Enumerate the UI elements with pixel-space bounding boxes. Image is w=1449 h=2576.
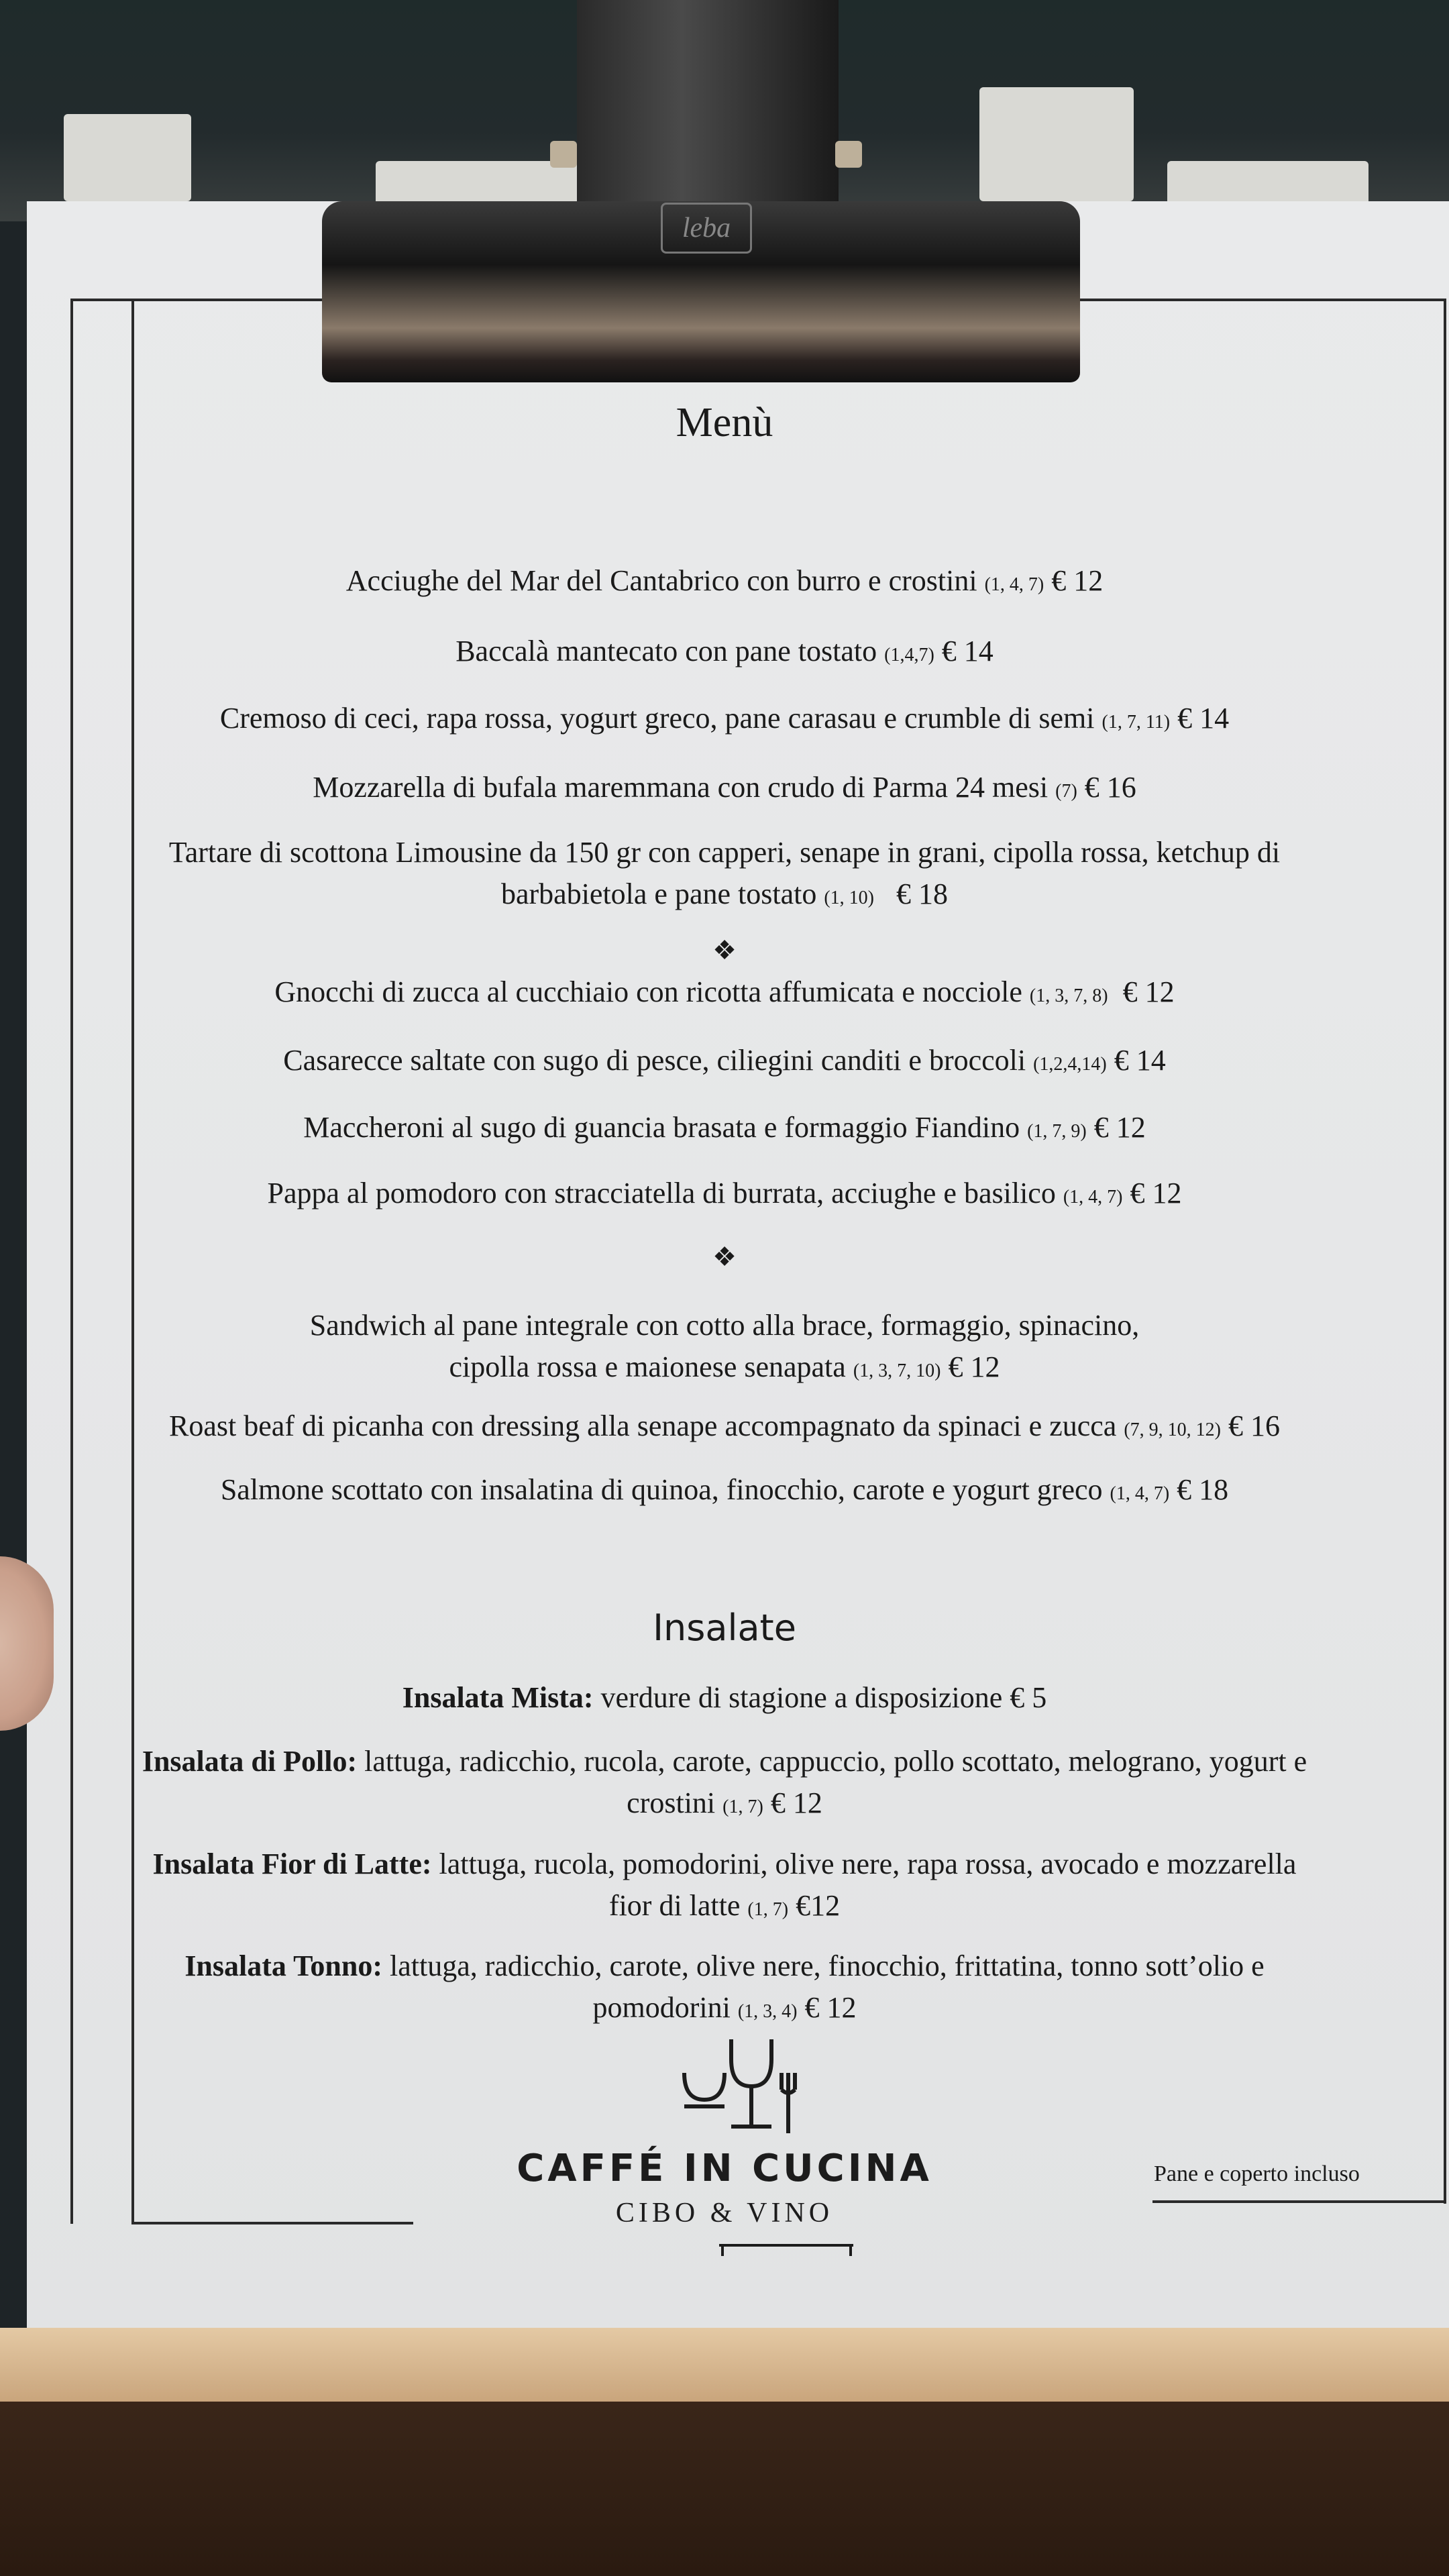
salad-item: Insalata Tonno: lattuga, radicchio, carote, olive nere, finocchio, frittatina, tonno sott’olio e pomodorini (1, 3, 4) € 12 <box>184 1949 1265 2024</box>
brand-underline-tick <box>721 2244 724 2256</box>
menu-item: Casarecce saltate con sugo di pesce, ciliegini canditi e broccoli (1,2,4,14) € 14 <box>283 1044 1166 1077</box>
menu-item: Tartare di scottona Limousine da 150 gr con capperi, senape in grani, cipolla rossa, ketchup di barbabietola e pane tostato (1, 10) € 18 <box>168 836 1281 910</box>
menu-item: Acciughe del Mar del Cantabrico con burro e crostini (1, 4, 7) € 12 <box>345 564 1104 597</box>
menu-item: Mozzarella di bufala maremmana con crudo di Parma 24 mesi (7) € 16 <box>313 771 1136 804</box>
wooden-ledge-shadow <box>0 2402 1449 2576</box>
clip-hanger <box>577 0 839 215</box>
menu-title: Menù <box>676 400 773 445</box>
clip-brand-label: leba <box>661 203 752 254</box>
cutlery-logo-icon <box>564 2033 872 2140</box>
background-cup <box>64 114 191 201</box>
section-divider: ❖ <box>712 1242 737 1272</box>
menu-item: Maccheroni al sugo di guancia brasata e formaggio Fiandino (1, 7, 9) € 12 <box>303 1111 1146 1144</box>
clip-rivet <box>550 141 577 168</box>
background-plates <box>979 87 1134 201</box>
section-title-insalate: Insalate <box>653 1607 796 1649</box>
menu-item: Pappa al pomodoro con stracciatella di burrata, acciughe e basilico (1, 4, 7) € 12 <box>267 1177 1182 1210</box>
section-divider: ❖ <box>712 935 737 965</box>
wooden-ledge <box>0 2328 1449 2402</box>
clip-rivet <box>835 141 862 168</box>
menu-item: Baccalà mantecato con pane tostato (1,4,7) € 14 <box>455 635 994 667</box>
cover-charge-note: Pane e coperto incluso <box>1154 2161 1360 2186</box>
brand-name: CAFFÉ IN CUCINA <box>517 2147 932 2190</box>
brand-tagline: CIBO & VINO <box>615 2198 834 2229</box>
menu-item: Gnocchi di zucca al cucchiaio con ricotta affumicata e nocciole (1, 3, 7, 8) € 12 <box>274 975 1175 1008</box>
salad-item: Insalata Mista: verdure di stagione a disposizione € 5 <box>402 1681 1047 1714</box>
salad-item: Insalata di Pollo: lattuga, radicchio, rucola, carote, cappuccio, pollo scottato, melograno, yogurt e crostini (1, 7) € 12 <box>142 1745 1307 1819</box>
menu-item: Roast beaf di picanha con dressing alla senape accompagnato da spinaci e zucca (7, 9, 10, 12) € 16 <box>169 1409 1280 1442</box>
salad-item: Insalata Fior di Latte: lattuga, rucola, pomodorini, olive nere, rapa rossa, avocado e mozzarella fior di latte (1, 7) €12 <box>152 1847 1297 1922</box>
menu-item: Cremoso di ceci, rapa rossa, yogurt greco, pane carasau e crumble di semi (1, 7, 11) € 14 <box>219 702 1230 735</box>
brand-underline <box>719 2244 853 2247</box>
menu-item: Salmone scottato con insalatina di quinoa, finocchio, carote e yogurt greco (1, 4, 7) € 18 <box>220 1473 1229 1506</box>
brand-underline-tick <box>849 2244 852 2256</box>
menu-item: Sandwich al pane integrale con cotto alla brace, formaggio, spinacino, cipolla rossa e maionese senapata (1, 3, 7, 10) € 12 <box>309 1309 1140 1383</box>
